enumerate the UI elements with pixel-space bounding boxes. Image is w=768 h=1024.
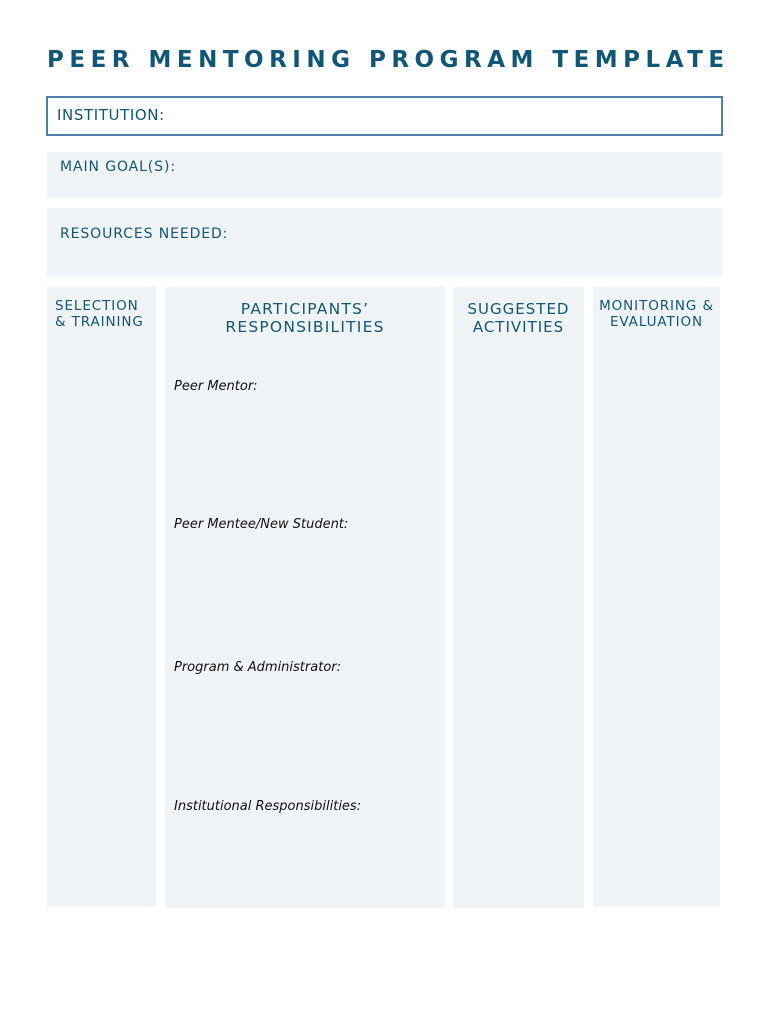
program-administrator-label: Program & Administrator: [174,660,341,675]
institutional-responsibilities-label: Institutional Responsibilities: [174,799,362,814]
selection-training-column[interactable] [47,287,156,907]
main-goal-label: MAIN GOAL(S): [60,159,176,175]
monitoring-evaluation-heading: MONITORING & EVALUATION [599,298,714,330]
suggested-activities-heading: SUGGESTED ACTIVITIES [467,300,570,336]
resources-needed-field[interactable] [47,208,722,277]
page-title: PEER MENTORING PROGRAM TEMPLATE [47,47,730,73]
selection-training-heading: SELECTION & TRAINING [55,298,144,330]
participants-responsibilities-heading: PARTICIPANTS’ RESPONSIBILITIES [225,300,385,336]
participants-responsibilities-column[interactable] [165,287,445,908]
resources-needed-label: RESOURCES NEEDED: [60,226,229,242]
peer-mentor-label: Peer Mentor: [174,379,258,394]
main-goal-field[interactable] [47,152,722,198]
peer-mentee-label: Peer Mentee/New Student: [174,517,349,532]
institution-label: INSTITUTION: [57,106,165,124]
suggested-activities-column[interactable] [453,287,584,908]
monitoring-evaluation-column[interactable] [593,287,720,907]
institution-field[interactable] [46,96,723,136]
